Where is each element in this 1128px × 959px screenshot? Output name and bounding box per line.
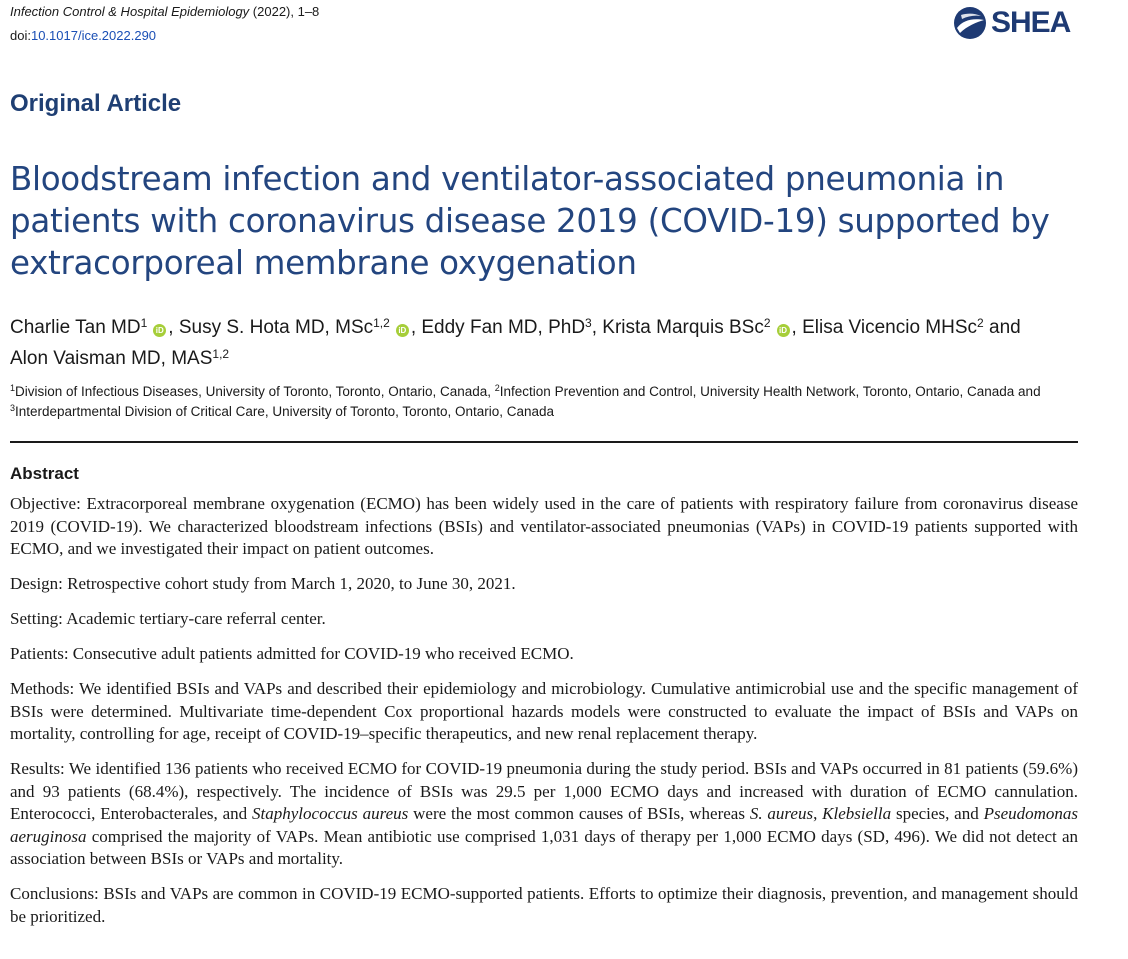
results-text: were the most common causes of BSIs, whereas (408, 804, 750, 823)
author-sep: , (410, 317, 422, 338)
abstract-body (10, 493, 1078, 941)
orcid-icon[interactable]: iD (396, 324, 409, 337)
affiliations (10, 382, 1085, 422)
results-text: comprised the majority of VAPs. Mean antibiotic use comprised 1,031 days of therapy per 1,000 ECMO days (SD, 496). We did not detect an association between BSIs or VAPs and mortality. (10, 826, 1078, 868)
logo-text: SHEA (991, 6, 1071, 39)
author-sup: 2 (763, 316, 771, 330)
affil-sup: 1 (10, 383, 16, 393)
results-italic: S. aureus (749, 804, 814, 823)
affil-sup: 2 (494, 383, 500, 393)
results-italic: Staphylococcus aureus (252, 804, 409, 823)
doi-line (10, 27, 156, 45)
affil-text: Division of Infectious Diseases, University of Toronto, Toronto, Ontario, Canada, (15, 384, 495, 399)
author-name[interactable]: Elisa Vicencio MHSc (802, 317, 978, 338)
article-type: Original Article (10, 90, 182, 117)
abstract-heading: Abstract (10, 464, 79, 483)
journal-name: Infection Control & Hospital Epidemiology (10, 4, 250, 19)
results-text: Results: We identified 136 patients who received ECMO for COVID-19 pneumonia during the study period. BSIs and VAPs occurred in 81 patients (59.6%) and 93 patients (68.4%), respectively. The incidence of BSIs was 29.5 per 1,000 ECMO days and increased with duration of ECMO cannulation. Enterococci, Enterobacterales, and (10, 759, 1078, 823)
author-list (10, 312, 1100, 374)
abstract-patients: Patients: Consecutive adult patients admitted for COVID-19 who received ECMO. (10, 644, 574, 663)
doi-link[interactable]: 10.1017/ice.2022.290 (30, 28, 157, 43)
results-italic: Klebsiella (822, 804, 892, 823)
journal-info: (2022), 1–8 (249, 4, 320, 19)
author-name[interactable]: Alon Vaisman MD, MAS (10, 348, 213, 369)
orcid-icon[interactable]: iD (153, 324, 166, 337)
affil-text: Infection Prevention and Control, University Health Network, Toronto, Ontario, Canada and (499, 384, 1041, 399)
results-text: , (813, 804, 823, 823)
shea-logo (953, 5, 1070, 41)
results-italic: Pseudomonas aeruginosa (10, 804, 1079, 846)
orcid-icon[interactable]: iD (777, 324, 790, 337)
abstract-methods: Methods: We identified BSIs and VAPs and described their epidemiology and microbiology. Cumulative antimicrobial use and the specific management of BSIs were determined. Multivariate time-dependent Cox proportional hazards models were constructed to evaluate the impact of BSIs and VAPs on mortality, controlling for age, receipt of COVID-19–specific therapeutics, and new renal replacement therapy. (10, 679, 1078, 743)
author-sep: , (168, 317, 179, 338)
author-sup: 1,2 (212, 347, 230, 361)
author-name[interactable]: Krista Marquis BSc (602, 317, 764, 338)
author-sup: 1,2 (373, 316, 390, 330)
affil-text: Interdepartmental Division of Critical Care, University of Toronto, Toronto, Ontario, Canada (15, 404, 555, 419)
journal-citation (10, 3, 319, 21)
section-divider (10, 441, 1078, 443)
abstract-objective: Objective: Extracorporeal membrane oxygenation (ECMO) has been widely used in the care of patients with respiratory failure from coronavirus disease 2019 (COVID-19). We characterized bloodstream infections (BSIs) and ventilator-associated pneumonias (VAPs) in COVID-19 patients supported with ECMO, and we investigated their impact on patient outcomes. (10, 494, 1078, 558)
article-title: Bloodstream infection and ventilator-associated pneumonia in patients with coronavirus disease 2019 (COVID-19) supported by extracorporeal membrane oxygenation (10, 160, 1050, 282)
author-and: and (983, 317, 1021, 338)
affil-sup: 3 (10, 403, 16, 413)
abstract-setting: Setting: Academic tertiary-care referral center. (10, 609, 326, 628)
doi-prefix: doi: (10, 28, 31, 43)
results-text: species, and (891, 804, 984, 823)
abstract-design: Design: Retrospective cohort study from March 1, 2020, to June 30, 2021. (10, 574, 516, 593)
abstract-results (10, 758, 1078, 871)
author-name[interactable]: Eddy Fan MD, PhD (421, 317, 586, 338)
author-sep: , (591, 317, 603, 338)
author-sep: , (791, 317, 803, 338)
author-name[interactable]: Charlie Tan MD (10, 317, 141, 338)
shea-globe-icon (953, 6, 987, 40)
author-sup: 3 (585, 316, 592, 330)
author-sup: 2 (977, 316, 984, 330)
author-sup: 1 (140, 316, 148, 330)
author-name[interactable]: Susy S. Hota MD, MSc (178, 317, 374, 338)
abstract-conclusions: Conclusions: BSIs and VAPs are common in COVID-19 ECMO-supported patients. Efforts to optimize their diagnosis, prevention, and management should be prioritized. (10, 884, 1078, 926)
